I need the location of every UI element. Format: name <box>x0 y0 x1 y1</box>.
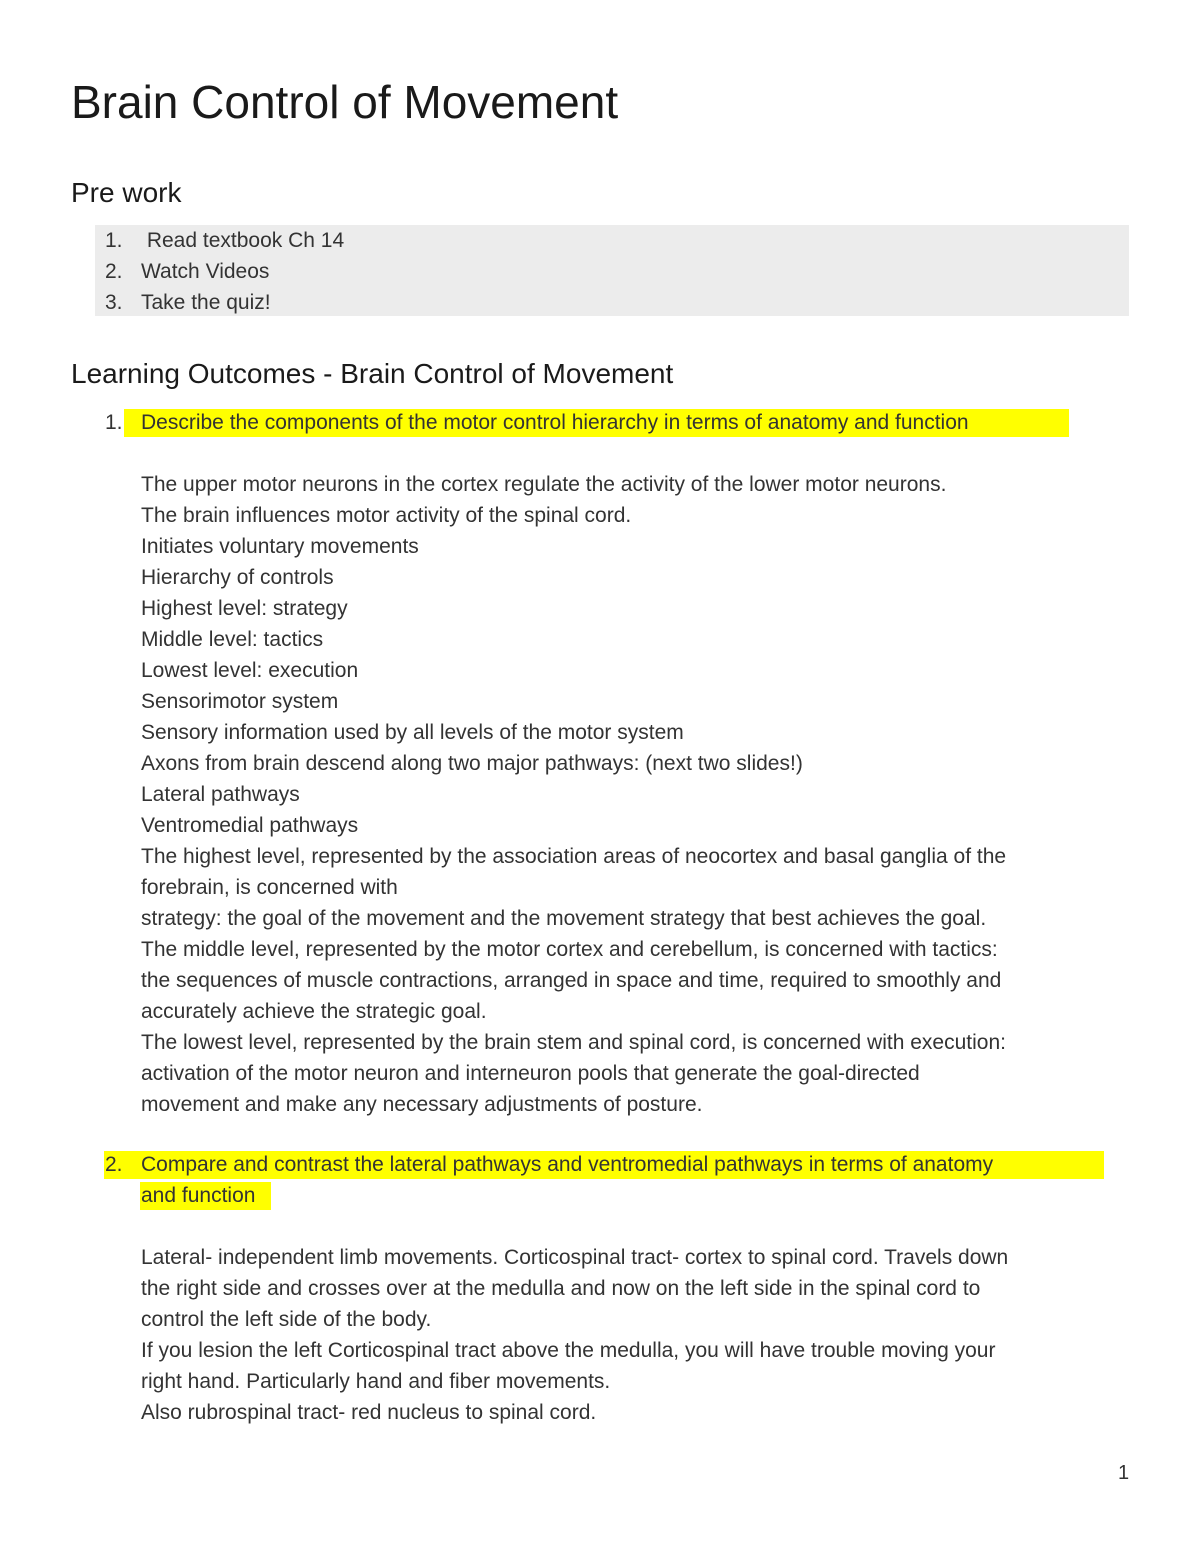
body-line: The lowest level, represented by the brain stem and spinal cord, is concerned with execution: <box>141 1031 1006 1054</box>
prework-heading: Pre work <box>71 177 182 208</box>
page-title: Brain Control of Movement <box>71 76 619 128</box>
outcomes-heading: Learning Outcomes - Brain Control of Movement <box>71 358 674 389</box>
body-line: Ventromedial pathways <box>141 814 359 837</box>
body-line: Sensory information used by all levels of the motor system <box>141 721 684 744</box>
body-line: Sensorimotor system <box>141 690 339 713</box>
body-line: movement and make any necessary adjustments of posture. <box>141 1093 703 1116</box>
body-line: the sequences of muscle contractions, arranged in space and time, required to smoothly and <box>141 969 1002 992</box>
body-line: Highest level: strategy <box>141 597 348 620</box>
prework-item-num: 3. <box>105 291 123 314</box>
body-line: Also rubrospinal tract- red nucleus to spinal cord. <box>141 1401 597 1424</box>
body-line: forebrain, is concerned with <box>141 876 398 899</box>
body-line: the right side and crosses over at the medulla and now on the left side in the spinal cord to <box>141 1277 981 1300</box>
body-line: Lateral- independent limb movements. Corticospinal tract- cortex to spinal cord. Travels down <box>141 1246 1009 1269</box>
body-line: If you lesion the left Corticospinal tract above the medulla, you will have trouble moving your <box>141 1339 996 1362</box>
outcome-number: 1. <box>105 411 123 434</box>
prework-item-text: Watch Videos <box>141 260 270 283</box>
body-line: Lowest level: execution <box>141 659 359 682</box>
page-number: 1 <box>1118 1462 1130 1484</box>
outcome-number: 2. <box>105 1153 123 1176</box>
outcome-heading: Describe the components of the motor control hierarchy in terms of anatomy and function <box>141 411 969 434</box>
body-line: Hierarchy of controls <box>141 566 334 589</box>
body-line: right hand. Particularly hand and fiber movements. <box>141 1370 611 1393</box>
body-line: strategy: the goal of the movement and the movement strategy that best achieves the goal. <box>141 907 987 930</box>
body-line: activation of the motor neuron and interneuron pools that generate the goal-directed <box>141 1062 920 1085</box>
prework-item-num: 1. <box>105 229 123 252</box>
prework-item-text: Take the quiz! <box>141 291 271 314</box>
body-line: The middle level, represented by the motor cortex and cerebellum, is concerned with tactics: <box>141 938 998 961</box>
outcome-heading-continued: and function <box>141 1184 256 1207</box>
body-line: Axons from brain descend along two major pathways: (next two slides!) <box>141 752 803 775</box>
body-line: The brain influences motor activity of the spinal cord. <box>141 504 632 527</box>
body-line: Initiates voluntary movements <box>141 535 419 558</box>
body-line: Middle level: tactics <box>141 628 324 651</box>
body-line: The upper motor neurons in the cortex regulate the activity of the lower motor neurons. <box>141 473 947 496</box>
body-line: accurately achieve the strategic goal. <box>141 1000 487 1023</box>
outcome-heading: Compare and contrast the lateral pathways and ventromedial pathways in terms of anatomy <box>141 1153 994 1176</box>
prework-item-num: 2. <box>105 260 123 283</box>
prework-item-text: Read textbook Ch 14 <box>141 229 345 252</box>
body-line: Lateral pathways <box>141 783 300 806</box>
body-line: The highest level, represented by the association areas of neocortex and basal ganglia of the <box>141 845 1007 868</box>
body-line: control the left side of the body. <box>141 1308 432 1331</box>
